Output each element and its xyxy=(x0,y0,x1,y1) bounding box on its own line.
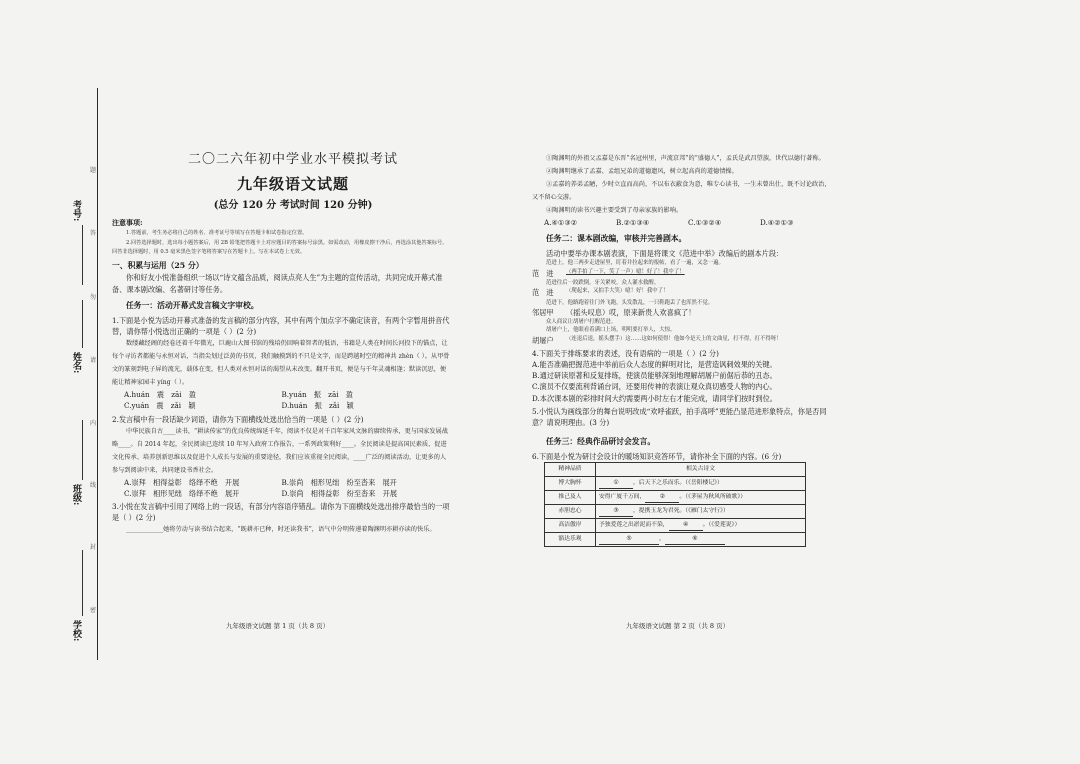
option: B.通过研读原著和反复排练，使演员能够深刻地理解胡屠户前倨后恭的丑态。 xyxy=(532,371,777,381)
dialogue-line xyxy=(532,335,832,346)
page-1-footer: 九年级语文试题 第 1 页（共 8 页） xyxy=(226,622,330,630)
stage-direction: 众人商议让胡屠户打醒范进。 xyxy=(546,319,617,326)
option: D.崇尚 相得益彰 纷至沓来 开展 xyxy=(281,488,398,498)
section-heading: 一、积累与运用（25 分） xyxy=(112,261,204,271)
stage-direction: 范进往后一跤跌倒，牙关紧咬，众人灌水救醒。 xyxy=(546,280,660,286)
name-underline xyxy=(82,300,83,348)
question-4-options xyxy=(532,359,832,404)
option: D.本次课本剧的彩排时间大约需要两小时左右才能完成，请同学们按时到位。 xyxy=(532,393,777,403)
table-header-row xyxy=(545,463,806,477)
seal-char: 线 xyxy=(90,482,97,489)
class-label: 班级: xyxy=(71,484,81,506)
seal-char: 请 xyxy=(90,357,97,364)
option: A.④①③② xyxy=(544,218,578,228)
seal-char: 勿 xyxy=(90,294,97,301)
dialogue-line xyxy=(532,307,832,318)
question-2: 2.发言稿中有一段话缺少词语，请你为下面横线处选出恰当的一项是（ ）(2 分) xyxy=(112,414,364,424)
speaker: 范 进 xyxy=(532,268,554,278)
quality-cell: 豁达乐观 xyxy=(545,533,596,547)
poem-cell: ① ，后天下之乐而乐。（《岳阳楼记》） xyxy=(596,477,806,491)
poem-cell: ③ ，提携玉龙为君死。（《雁门太守行》） xyxy=(596,505,806,519)
line: （两手拍了一下，笑了一声）噫！好了！我中了！ xyxy=(566,268,685,275)
table-header: 相关古诗文 xyxy=(596,463,806,477)
binding-line xyxy=(97,88,98,660)
answer-blank[interactable]: ③ xyxy=(599,507,633,517)
question-1-passage: 数缕藏经阁的经卷还着千年微光，巨鹿山大图书馆的残培仍回响着智者的低语，书籍是人类在时间长河投下的锚点，让每个寻访者都能与永恒对话，当指尖划过泛黄的书页，我们触摸到的不只是文字，而是跨越时空的精神共 zhèn（ ）。从甲骨文的篆刻到电子屏的流光，载体在变，但人类对永恒对话的渴望从未改变。翻开书页，便是与千年灵魂相逢；默读沉思，便能让精神家园丰 yíng（ ）。 xyxy=(112,340,450,387)
option: D.huán 振 zǎi 颖 xyxy=(281,401,354,411)
stage-direction: 胡屠户上，他眼看着满口上场，明明要打举人，大惊。 xyxy=(546,327,676,334)
option: D.④②①③ xyxy=(760,218,794,228)
option: C.演员不仅要流利背诵台词，还要用传神的表演让观众真切感受人物的内心。 xyxy=(532,382,777,392)
poem-cell: 予独爱莲之出淤泥而不染， ④ 。（《爱莲说》） xyxy=(596,519,806,533)
name-label: 姓名: xyxy=(71,352,81,374)
option: A.能否准确把握范进中举前后众人态度的鲜明对比，是营造讽刺效果的关键。 xyxy=(532,360,777,370)
seal-char: 封 xyxy=(90,544,97,551)
sentence: ④陶渊明的读书兴趣主要受到了母亲家族的影响。 xyxy=(546,207,683,215)
stage-direction: 范进下，他路跑着往门外飞跑，头发散乱，一只鞋跑丢了也浑然不觉。 xyxy=(546,299,714,306)
section-intro: 你和好友小悦准备组织一场以“诗文蕴含品质，阅读点亮人生”为主题的宣传活动，共同完成开幕式准备、课本剧改编、名著研讨等任务。 xyxy=(112,273,443,294)
answer-blank[interactable]: ② xyxy=(645,493,679,503)
question-1-options xyxy=(112,389,452,411)
dialogue-line xyxy=(532,268,832,279)
quality-cell: 推己及人 xyxy=(545,491,596,505)
option: C.崇拜 相形见绌 络绎不绝 展开 xyxy=(124,488,240,498)
table-row xyxy=(545,491,806,505)
speaker: 范 进 xyxy=(532,288,554,298)
option: C.①③②④ xyxy=(688,218,722,228)
question-4: 4.下面关于排练要求的表述，没有语病的一项是（ ）(2 分) xyxy=(532,348,719,358)
option: A.崇拜 相得益彰 络绎不绝 开展 xyxy=(124,477,240,487)
notice-item: 2.回答选择题时，选出每小题答案后，用 2B 铅笔把答题卡上对应题目的答案标号涂黑。如需改动，用橡皮擦干净后，再选涂其他答案标号。回答非选择题时，用 0.5 毫米黑色签字笔将答案写在答题卡上。写在本试卷上无效。 xyxy=(112,239,448,256)
task-intro: 活动中要举办课本剧表演，下面是将课文《范进中举》改编后的剧本片段： xyxy=(546,249,784,259)
table-header: 精神品质 xyxy=(545,463,596,477)
option: B.yuán 振 zāi 盈 xyxy=(281,390,353,400)
seal-char: 题 xyxy=(90,167,97,174)
table-row xyxy=(545,477,806,491)
table-row xyxy=(545,533,806,547)
sentence: ②陶渊明继承了孟嘉、孟组兄弟的道德遗风，树立起高尚的道德情操。 xyxy=(546,168,738,176)
exam-score-time: (总分 120 分 考试时间 120 分钟) xyxy=(213,200,373,212)
exam-subject-title: 九年级语文试题 xyxy=(236,175,349,194)
answer-blank[interactable]: ⑤ xyxy=(599,535,659,545)
poem-cell: ⑤ ， ⑥ xyxy=(596,533,806,547)
task-heading: 任务一：活动开幕式发言稿文字审校。 xyxy=(126,300,259,310)
question-3-passage: ____________她将劳动与读书结合起来，“既耕亦已种，时还读我书”，语气中分明传递着陶渊明亦耕亦读的快乐。 xyxy=(126,526,436,534)
notice-heading: 注意事项: xyxy=(112,217,143,227)
quality-cell: 高洁傲岸 xyxy=(545,519,596,533)
speaker: 邻居甲 xyxy=(532,307,554,317)
option: B.崇尚 相形见绌 纷至沓来 展开 xyxy=(281,477,397,487)
exam-title: 二〇二六年初中学业水平模拟考试 xyxy=(187,152,398,167)
line: （连退后退，摇头摆手）这……这如何使得！他如今是天上的文曲星，打不得，打不得呀！ xyxy=(566,335,782,342)
question-3: 3.小悦在发言稿中引用了网络上的一段话，有部分内容语序错乱。请你为下面横线处选出排序最恰当的一项是（ ）(2 分) xyxy=(112,502,450,523)
question-3-options xyxy=(532,217,832,228)
option: B.②①③④ xyxy=(616,218,650,228)
answer-blank[interactable]: ④ xyxy=(669,521,703,531)
option: C.yuán 震 zǎi 颖 xyxy=(124,401,196,411)
page-1 xyxy=(112,150,452,536)
answer-blank[interactable]: ① xyxy=(599,479,633,489)
page-2-footer: 九年级语文试题 第 2 页（共 8 页） xyxy=(626,622,730,630)
speaker: 胡屠户 xyxy=(532,335,554,345)
exam-no-underline xyxy=(82,225,83,285)
sentence: ③孟嘉的养弟孟陋，少时立直而高尚，不以布衣蔽食为意，唯专心读书，一生未曾出仕，既不讨论政治，又不留心交游。 xyxy=(532,181,831,202)
table-row xyxy=(545,505,806,519)
seal-char: 密 xyxy=(90,607,97,614)
poem-cell: 安得广厦千万间， ② 。（《茅屋为秋风所破歌》） xyxy=(596,491,806,505)
exam-no-label: 考号: xyxy=(71,200,81,222)
notice-item: 1.答题前，考生务必将自己的姓名、准考证号等填写在答题卡和试卷指定位置。 xyxy=(126,229,308,236)
sentence: ①陶渊明的外祖父孟嘉是东晋“名冠州里，声流京邦”的“盛德人”，孟氏是武昌望族，世代以德行著称。 xyxy=(546,155,825,162)
class-underline xyxy=(82,420,83,480)
table-row xyxy=(545,519,806,533)
question-1: 1.下面是小悦为活动开幕式准备的发言稿的部分内容，其中有两个加点字不确定读音，有两个字暂用拼音代替，请你帮小悦选出正确的一项是（ ）(2 分) xyxy=(112,315,450,336)
quality-cell: 赤胆忠心 xyxy=(545,505,596,519)
quality-cell: 博大胸怀 xyxy=(545,477,596,491)
page-2 xyxy=(532,152,832,547)
option: A.huán 震 zāi 盈 xyxy=(124,390,196,400)
question-5: 5.小悦认为画线部分的舞台说明改成“欢呼雀跃，拍手高呼”更能凸显范进形象特点，你是否同意？请说明理由。(3 分) xyxy=(532,406,827,427)
line: （摇头叹息）哎，原来新贵人欢喜疯了！ xyxy=(566,307,696,317)
question-2-passage: 中华民族自古____读书，“耕读传家”的优良传统绵延千年，阅读不仅是对千百年家风文脉的赓续传承，更与国家发展战略____。自 2014 年起，全民阅读已连续 10 年写入政府工作报告，一系列政策利好____。全民阅读是提高国民素质、促进文化传承、培养创新思维以及促进个人成长与发展的重要途径，我们应该重视全民阅读，____广泛的阅读活动，让更多的人参与到阅读中来，共同建设书香社会。 xyxy=(112,427,448,474)
task-heading: 任务二：课本剧改编，审核并完善剧本。 xyxy=(546,234,687,244)
answer-blank[interactable]: ⑥ xyxy=(665,535,725,545)
school-label: 学校: xyxy=(71,620,81,642)
stage-direction: 范进上，他三两步走进屋里，盯着并拉起来的报帖，看了一遍，又念一遍。 xyxy=(546,260,724,267)
seal-char: 内 xyxy=(90,420,97,427)
poem-table xyxy=(544,462,806,547)
task-heading: 任务三：经典作品研讨会发言。 xyxy=(546,437,656,447)
line: （爬起来，又拍手大笑）噫！好！我中了！ xyxy=(566,288,669,295)
dialogue-line xyxy=(532,287,832,298)
seal-char: 答 xyxy=(90,230,97,237)
question-6: 6.下面是小悦为研讨会设计的暖场知识竞答环节，请你补全下面的内容。(6 分) xyxy=(532,452,782,462)
school-underline xyxy=(82,550,83,616)
question-2-options xyxy=(112,477,452,499)
